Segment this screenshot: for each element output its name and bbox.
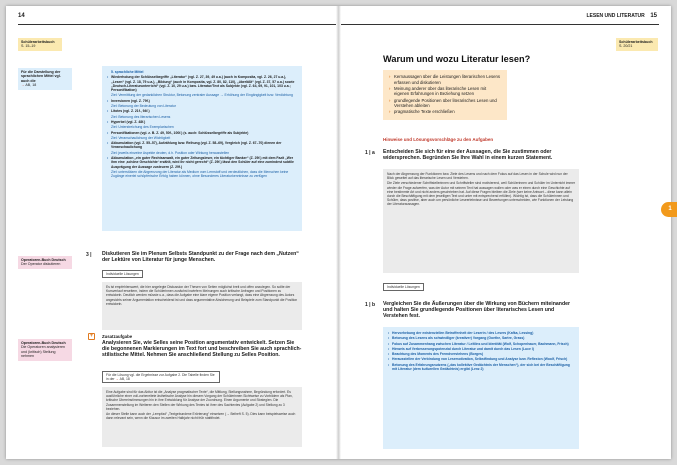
- individual-solutions-tag-right: Individuelle Lösungen: [383, 283, 424, 291]
- position-item: • Betonung des Lesens als schwindliger (kreativer) Vorgang (Goethe, Sartre, Grass): [388, 336, 574, 340]
- position-item: • Beachtung des Moments des Fremdverstehens (Borges): [388, 352, 574, 356]
- device-item: • Litotes (vgl. Z. 21f., 94f.): [107, 109, 297, 113]
- stylistic-devices-list: [107, 70, 297, 179]
- book-spread: [6, 6, 671, 459]
- position-item: • Fokus auf Zusammenhang zwischen Literatur / Leitlins und Identität (Wolf, Schopenhauer, Bachmann, Frisch): [388, 342, 574, 346]
- device-goal-note: Ziel: Vermittlung der gedanklichen Struktur, Betonung zentraler Aussage → Erhöhung der Eingängigkeit bzw. Verdichtung: [111, 93, 293, 98]
- task-1b-number: 1 | b: [365, 302, 376, 308]
- task-1a-answer: Nach der Abgrenzung der Funktionen bzw. Ziele des Lesens und nach dem Fokus auf das Lesen in der Schule wird nun der Blick geweitet auf das literarische Lesen und Verstehen. Die Ziele verschiedener Schriftstellerinnen und Schriftsteller sind motivierend, weil Schülerinnen und Schüler im Unterricht immer wieder die Frage aufwerfen, was der Autor mit seinem Text hat aussagen wollen oder was er einen durch eine Geschichte auf eine bestimmte Art und nicht anders geschrieben hat. Auf diese Fragen bleiben die Ziele (wer keine Antwort – diese kann allein durch die Beschäftigung mit dem jeweiligen Text und unter mit entsprechend erfüllen). Wichtig ist, dass die Schülerinnen und Schüler, dass positive, aber auch um persönliche Leseerlebnisse und Bewertungen unterscheiden, wie Funktionen der Leistung der Literaturaussagen.: [383, 169, 579, 273]
- task-1a-number: 1 | a: [365, 150, 375, 156]
- learning-goal-item: › grundlegende Positionen über literarisches Lesen und Verstehen ableiten: [389, 98, 501, 109]
- right-running-head: LESEN UND LITERATUR 15: [586, 13, 657, 19]
- device-goal-note: Ziel: Unterstreichung des Exemplarischen: [111, 125, 174, 130]
- task-1b-text: Vergleichen Sie die Äußerungen über die Wirkung von Büchern miteinander und halten Sie grundlegende Positionen über literarisches Lesen und Verstehen fest.: [383, 301, 571, 320]
- page-title: Warum und wozu Literatur lesen?: [383, 54, 531, 64]
- left-page: [6, 6, 338, 459]
- learning-goals-box: [383, 70, 507, 120]
- position-item: • Betonung des Erfahrungsnutzens („das kollektive Gedächtnis der Menschen“), der sich bei der Beschäftigung mit Literatur (dem kulturellen Gedächtnis) ergibt (Lenz 2): [388, 363, 574, 372]
- device-item: • Wiederholung der Schlüsselbegriffe „Literatur“ (vgl. Z. 27, 39, 49 u.a.) (auch in Komposita, vgl. Z. 26, 27 u.a.), „Lesen“ (vgl. Z. 18, 79 u.a.), „Bildung“ (auch in Komposita, vgl. Z. 80, 82, 110), „überläßt“ (vgl. Z. 37, 57 u.a.) sowie „Deutsch-Literaturunterricht“ (vgl. Z. 10, 29 u.a.) bzw. Literatur/Text als Subjekte (vgl. Z. 64, 69, 91, 101, 103 u.a.; Personifikation): [107, 75, 297, 92]
- position-item: • Herausstellen der Verbindung von Lesemotivation, Selbstfindung und Analyse bzw. Reflexion (Woolf, Frisch): [388, 357, 574, 361]
- right-page: [339, 6, 671, 459]
- extra-task-plus-icon: +: [89, 333, 94, 339]
- task-discussion-text: Diskutieren Sie im Plenum Selbsts Standpunkt zu der Frage nach dem „Nutzen“ der Lektüre von Literatur für junge Menschen.: [102, 251, 299, 264]
- devices-heading: 5. sprachliche Mittel: [111, 70, 144, 74]
- sidenote-operator-discuss: Operatoren-Buch Deutsch Der Operator diskutieren: [18, 256, 72, 269]
- extra-task-answer: Eine Aufgabe sind für das Abitur ist die „Analyse pragmatischer Texte“, die Mittlung, Stellungsnahme, Begründung erfordert. Es ausführliche einer voll-vorbereitete ästhetische Analyse hin diesem Vorgang der Schülerinnen Sichtweise zu Vorbildern als Plan, kritische Übereinstimmungen hin in ihre Entwicklung für Analyse der Zuordnung. Einen Argumente und Strategien. Die Zusammenstellung im Weiteren den Stellen der Wirkung des Textes ist ihrer des Sachtextes (Aufgabe 2) und Stellung zu 3 beziehen. An dieser Stelle kann auch der „Lernpfad“ „Textgebundene Erörterung“ einsetzen (→ Beiheft S. 5). Dies kann beispielsweise auch dann relevant sein, wenn die Klausur im zweiten Halbjahr nicht früh stattfindet.: [102, 387, 302, 447]
- left-page-number: 14: [18, 13, 25, 19]
- sidenote-stylistic-devices: Für die Darstellung der sprachlichen Mittel vgl. auch die → AB, 18: [18, 68, 72, 90]
- extra-task-label: Zusatzaufgabe: [102, 334, 133, 339]
- sidenote-workbook-right: Schülerarbeitsbuch S. 20/21: [616, 38, 658, 51]
- device-goal-note: Ziel: unterstützen die Abgrenzung der Literatur als Medium vom Lernstoff und verdeutlichen, dass die Menschen keine Zugänge einerlei schöpferische Erfolg haben können, ohne Besonderes Literaturkenntnisse zu verfügen: [111, 169, 289, 179]
- device-goal-note: Ziel: Veranschaulichung der Wichtigkeit: [111, 135, 171, 140]
- sidenote-operator-analyze: Operatoren-Buch Deutsch Die Operatoren analysieren und (kritisch) Stellung nehmen: [18, 339, 72, 361]
- left-header-rule: [18, 24, 336, 25]
- device-item: • Personifikationen (vgl. z. B. Z. 49, 50f., 100f.) (s. auch: Schlüsselbegriffe als Subjekte): [107, 131, 297, 135]
- hints-heading: Hinweise und Lösungsvorschläge zu den Aufgaben: [383, 137, 494, 142]
- right-header-rule: [341, 24, 659, 25]
- positions-box: [383, 327, 579, 449]
- position-item: • Hinweis auf Verbesserungspotenzial durch Literatur und damit durch das Lesen (Luce I): [388, 347, 574, 351]
- positions-list: [388, 331, 574, 371]
- task-1a-text: Entscheiden Sie sich für eine der Aussagen, die Sie zustimmen oder widersprechen. Begründen Sie Ihre Wahl in einem kurzen Statement.: [383, 149, 553, 162]
- stylistic-devices-box: [102, 66, 302, 231]
- sidenote-workbook: Schülerarbeitsbuch S. 15–19: [18, 38, 62, 51]
- chapter-tab[interactable]: 1: [661, 202, 677, 217]
- individual-solutions-tag: Individuelle Lösungen: [102, 270, 143, 278]
- device-goal-note: Ziel: Betonung des literarischen Lesens: [111, 114, 171, 119]
- discussion-answer: Es ist empfehlenswert, die hier angelegte Diskussion der Thesen von Seiten möglichst breit und offen anzulegen. So sollte der Kursverlauf erweitern, indem die Schülerinnen zunächst inwiefern Meinungen auch kritische Anfragen und Positionen zu entwickeln. Deutlich werden müsste u.a., dass die Aufgabe eine klare eigene Position verlangt, dass eine Abgrenzung des Autors angesichts seiner Argumentation entscheidend ist und dass argumentative Absicherung und Beispiele zum Standpunkt die Position entwickeln.: [102, 282, 302, 330]
- device-goal-note: Ziel: jeweils einzelne Aspekte deuten, d.h. Position oder Wirkung herausstellen: [111, 150, 230, 155]
- task-number: 3 |: [86, 252, 92, 258]
- extra-task-note: Für die Lösung vgl. die Ergebnisse zur Aufgabe 2. Die Tabelle finden Sie in der → AB, 18: [102, 371, 220, 383]
- learning-goals-list: [389, 74, 501, 115]
- device-item: • Inversionen (vgl. Z. 79f.): [107, 99, 297, 103]
- learning-goal-item: › Meinung anderer über das literarische Lesen mit eigenen Erfahrungen in Beziehung setzen: [389, 86, 501, 97]
- position-item: • Hervorhebung der existenziellen Betroffenheit der Leserin / des Lesers (Kafka, Lessing): [388, 331, 574, 335]
- device-item: • Akkumulation (vgl. Z. 55–57), Aufzählung bzw. Reihung (vgl. Z. 58–69), Vergleich (vgl. Z. 67–70) dienen der Veranschaulichung: [107, 141, 297, 150]
- learning-goal-item: › Kernaussagen über die Leistungen literarischen Lesens erfassen und diskutieren: [389, 74, 501, 85]
- extra-task-text: Analysieren Sie, wie Selles seine Position argumentativ entwickelt. Setzen Sie die begonnenen Markierungen im Text fort und beschreiben Sie auch sprachlich-stilistische Mittel. Nehmen Sie anschließend Stellung zu Selles Position.: [102, 340, 302, 359]
- device-item: • Hyperbel (vgl. Z. 48f.): [107, 120, 297, 124]
- device-goal-note: Ziel: Betonung der Bedeutung von Literatur: [111, 104, 176, 109]
- device-item: • Akkumulation „ein guter Rechtsanwalt, ein guter Zeitungsleser, ein tüchtiger Banker“ (Z. 29f.) mit dem Fazit „Wer ihm eine ‚schöne Geschichte‘ erzählt, wird ihr nicht gerecht“ (Z. 29f.) lässt den Schüler auf eine zumindest subtile Ausprägung der Aussage zusteuern (Z. 29f.): [107, 156, 297, 169]
- learning-goal-item: › pragmatische Texte erschließen: [389, 109, 501, 115]
